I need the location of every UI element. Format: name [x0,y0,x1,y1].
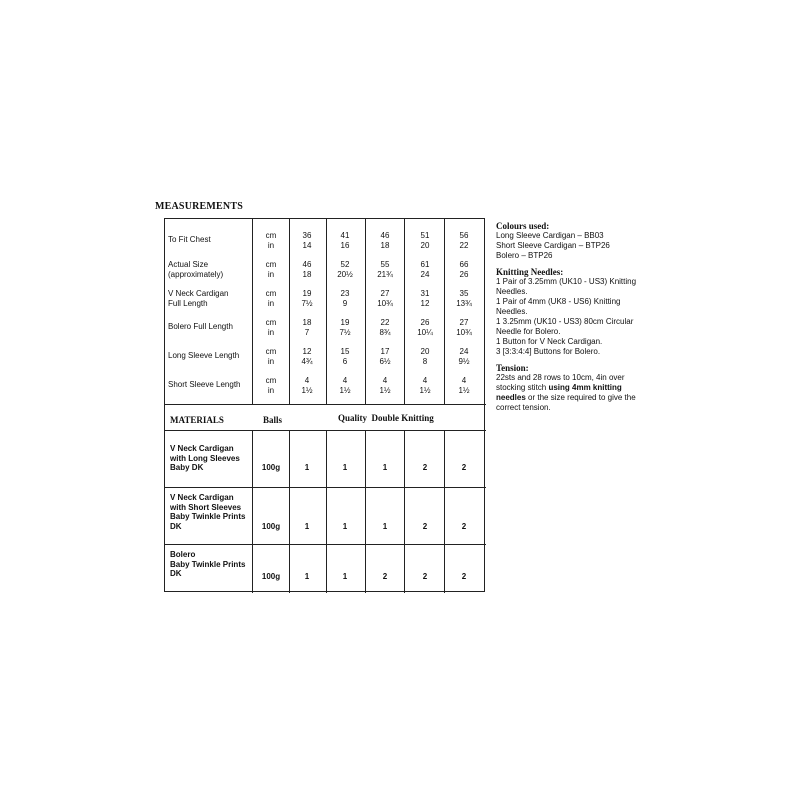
material-balls-value: 2 [422,522,428,531]
material-balls-value: 1 [342,522,348,531]
tension-line: 22sts and 28 rows to 10cm, 4in over [496,373,625,382]
needle-line: 1 Button for V Neck Cardigan. [496,337,603,346]
tension-text: or the size required to give the [525,393,636,402]
table-column-divider [252,219,253,404]
needles-heading: Knitting Needles: [496,267,564,277]
measurement-value: 4 [461,376,467,385]
material-balls-value: 2 [461,463,467,472]
measurement-value: 52 [340,260,350,269]
material-weight: 100g [261,463,281,472]
material-balls-value: 2 [422,463,428,472]
needle-line: Needle for Bolero. [496,327,561,336]
pattern-table [164,218,485,592]
material-label: V Neck Cardigan [170,493,234,502]
table-column-divider [365,430,366,593]
measurement-label: V Neck Cardigan [168,289,229,298]
measurement-value: 1½ [379,386,391,395]
measurement-value: 61 [420,260,430,269]
table-row-divider [165,544,486,545]
tension-line: correct tension. [496,403,551,412]
needle-line: 1 3.25mm (UK10 - US3) 80cm Circular [496,317,634,326]
material-balls-value: 1 [342,463,348,472]
measurement-value: 24 [420,270,430,279]
measurement-value: 31 [420,289,430,298]
measurement-label: (approximately) [168,270,224,279]
measurement-value: 10¾ [377,299,393,308]
material-balls-value: 2 [422,572,428,581]
needle-line: Needles. [496,307,528,316]
unit-label: in [267,328,275,337]
unit-label: in [267,299,275,308]
measurement-value: 4 [304,376,310,385]
measurement-value: 36 [302,231,312,240]
measurement-value: 1½ [339,386,351,395]
measurement-value: 7 [304,328,310,337]
measurement-value: 1½ [458,386,470,395]
measurement-value: 27 [459,318,469,327]
tension-text: stocking stitch [496,383,549,392]
unit-label: cm [265,376,277,385]
material-label: with Long Sleeves [170,453,240,463]
measurement-value: 51 [420,231,430,240]
measurement-value: 19 [302,289,312,298]
measurement-value: 18 [380,241,390,250]
info-panel [496,221,666,419]
measurement-value: 12 [420,299,430,308]
unit-label: cm [265,318,277,327]
measurement-value: 13¾ [456,299,472,308]
unit-label: in [267,270,275,279]
measurement-value: 27 [380,289,390,298]
material-balls-value: 1 [304,522,310,531]
needle-line: 1 Pair of 3.25mm (UK10 - US3) Knitting [496,277,637,286]
measurement-value: 18 [302,318,312,327]
material-balls-value: 1 [304,572,310,581]
measurement-value: 4 [422,376,428,385]
material-label: Baby Twinkle Prints [170,512,246,521]
unit-label: cm [265,260,277,269]
tension-line [496,393,666,403]
material-label: Baby DK [170,463,204,472]
table-column-divider [444,430,445,593]
measurement-value: 35 [459,289,469,298]
tension-heading: Tension: [496,363,529,373]
measurement-label: Actual Size [168,260,209,269]
material-weight: 100g [261,572,281,581]
unit-label: in [267,386,275,395]
measurement-value: 15 [340,347,350,356]
measurement-value: 17 [380,347,390,356]
measurement-label: Bolero Full Length [168,322,233,331]
balls-heading: Balls [263,415,283,425]
table-column-divider [252,430,253,593]
measurement-value: 8¾ [379,328,391,337]
measurement-label: Long Sleeve Length [168,351,240,360]
unit-label: cm [265,289,277,298]
tension-emphasis: needles [496,393,526,402]
needle-line: 1 Pair of 4mm (UK8 - US6) Knitting [496,297,621,306]
tension-line [496,383,666,393]
measurement-value: 46 [302,260,312,269]
measurement-value: 24 [459,347,469,356]
measurement-value: 12 [302,347,312,356]
material-label: DK [170,521,182,531]
measurement-value: 41 [340,231,350,240]
measurement-value: 19 [340,318,350,327]
measurement-value: 7½ [339,328,351,337]
unit-label: cm [265,347,277,356]
measurement-value: 26 [420,318,430,327]
measurement-value: 10¼ [417,328,433,337]
measurement-value: 1½ [301,386,313,395]
measurement-value: 26 [459,270,469,279]
colour-line: Bolero – BTP26 [496,251,553,260]
material-balls-value: 2 [461,522,467,531]
material-balls-value: 1 [304,463,310,472]
measurement-value: 9½ [458,357,470,366]
measurement-value: 14 [302,241,312,250]
measurement-label: To Fit Chest [168,235,211,244]
measurement-value: 20 [420,347,430,356]
measurement-value: 20½ [337,270,353,279]
material-label: V Neck Cardigan [170,444,234,453]
materials-heading: MATERIALS [170,415,224,425]
measurement-value: 22 [459,241,469,250]
measurement-value: 55 [380,260,390,269]
table-row-divider [165,430,486,431]
needle-line: Needles. [496,287,528,296]
measurement-value: 7½ [301,299,313,308]
table-column-divider [404,430,405,593]
quality-heading: Quality Double Knitting [338,413,434,423]
measurement-label: Short Sleeve Length [168,380,241,389]
colours-heading: Colours used: [496,221,550,231]
table-row-divider [165,404,486,405]
measurement-value: 18 [302,270,312,279]
measurement-value: 4 [382,376,388,385]
material-label: Bolero [170,550,196,559]
needle-line: 3 [3:3:4:4] Buttons for Bolero. [496,347,601,356]
table-row-divider [165,487,486,488]
material-weight: 100g [261,522,281,531]
unit-label: in [267,357,275,366]
measurement-value: 16 [340,241,350,250]
material-balls-value: 1 [382,463,388,472]
colour-line: Short Sleeve Cardigan – BTP26 [496,241,610,250]
material-label: DK [170,569,182,578]
measurement-value: 23 [340,289,350,298]
material-label: Baby Twinkle Prints [170,559,246,569]
measurement-value: 6 [342,357,348,366]
measurement-value: 20 [420,241,430,250]
material-balls-value: 1 [342,572,348,581]
material-balls-value: 1 [382,522,388,531]
measurement-value: 22 [380,318,390,327]
measurement-value: 56 [459,231,469,240]
table-column-divider [326,430,327,593]
material-label: with Short Sleeves [170,502,242,512]
measurement-value: 9 [342,299,348,308]
measurement-value: 6½ [379,357,391,366]
measurement-value: 66 [459,260,469,269]
measurement-label: Full Length [168,299,208,308]
unit-label: cm [265,231,277,240]
measurements-title: MEASUREMENTS [155,201,243,212]
measurement-value: 4 [342,376,348,385]
measurement-value: 21¾ [377,270,393,279]
table-column-divider [289,430,290,593]
measurement-value: 8 [422,357,428,366]
tension-emphasis: using 4mm knitting [548,383,622,392]
measurement-value: 1½ [419,386,431,395]
measurement-value: 10¾ [456,328,472,337]
measurement-value: 4¾ [301,357,313,366]
material-balls-value: 2 [461,572,467,581]
measurement-value: 46 [380,231,390,240]
colour-line: Long Sleeve Cardigan – BB03 [496,231,604,240]
unit-label: in [267,241,275,250]
material-balls-value: 2 [382,572,388,581]
